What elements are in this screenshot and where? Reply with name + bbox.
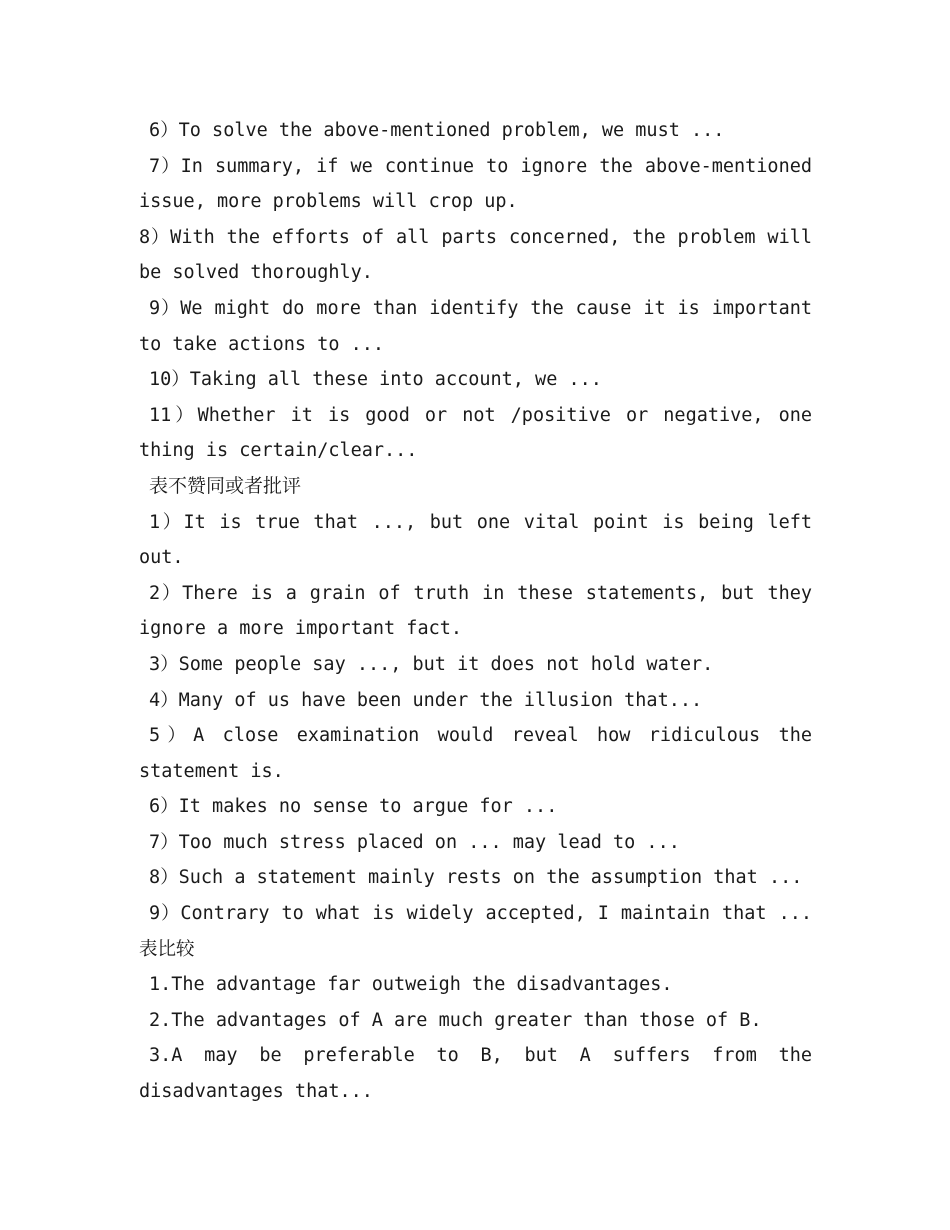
- conclusion-item-9: 9）We might do more than identify the cause it is important to take actions to ...: [139, 297, 812, 355]
- disagree-item-2: 2）There is a grain of truth in these statements, but they ignore a more important fact.: [139, 582, 812, 640]
- disagree-item-9: 9）Contrary to what is widely accepted, I maintain that ...表比较: [139, 903, 812, 960]
- document-page: [139, 113, 812, 1110]
- conclusion-item-7: 7）In summary, if we continue to ignore the above-mentioned issue, more problems will crop up.: [139, 155, 812, 213]
- compare-item-1: 1.The advantage far outweigh the disadvantages.: [149, 974, 673, 996]
- conclusion-item-6: 6）To solve the above-mentioned problem, we must ...: [149, 120, 725, 141]
- disagree-item-4: 4）Many of us have been under the illusion that...: [149, 689, 703, 711]
- conclusion-item-11: 11）Whether it is good or not /positive or negative, one thing is certain/clear...: [139, 404, 812, 462]
- section-heading-disagree: 表不赞同或者批评: [149, 474, 302, 497]
- disagree-item-7: 7）Too much stress placed on ... may lead to ...: [149, 831, 680, 853]
- disagree-item-3: 3）Some people say ..., but it does not hold water.: [149, 653, 714, 675]
- disagree-item-6: 6）It makes no sense to argue for ...: [149, 796, 558, 818]
- disagree-item-1: 1）It is true that ..., but one vital point is being left out.: [139, 511, 812, 569]
- disagree-item-8: 8）Such a statement mainly rests on the assumption that ...: [149, 867, 803, 889]
- disagree-item-5: 5）A close examination would reveal how ridiculous the statement is.: [139, 725, 812, 782]
- compare-item-2: 2.The advantages of A are much greater than those of B.: [149, 1009, 762, 1031]
- conclusion-item-10: 10）Taking all these into account, we ...: [149, 369, 602, 391]
- conclusion-item-8: 8）With the efforts of all parts concerned, the problem will be solved thoroughly.: [139, 226, 812, 284]
- compare-item-3: 3.A may be preferable to B, but A suffers from the disadvantages that...: [139, 1045, 812, 1103]
